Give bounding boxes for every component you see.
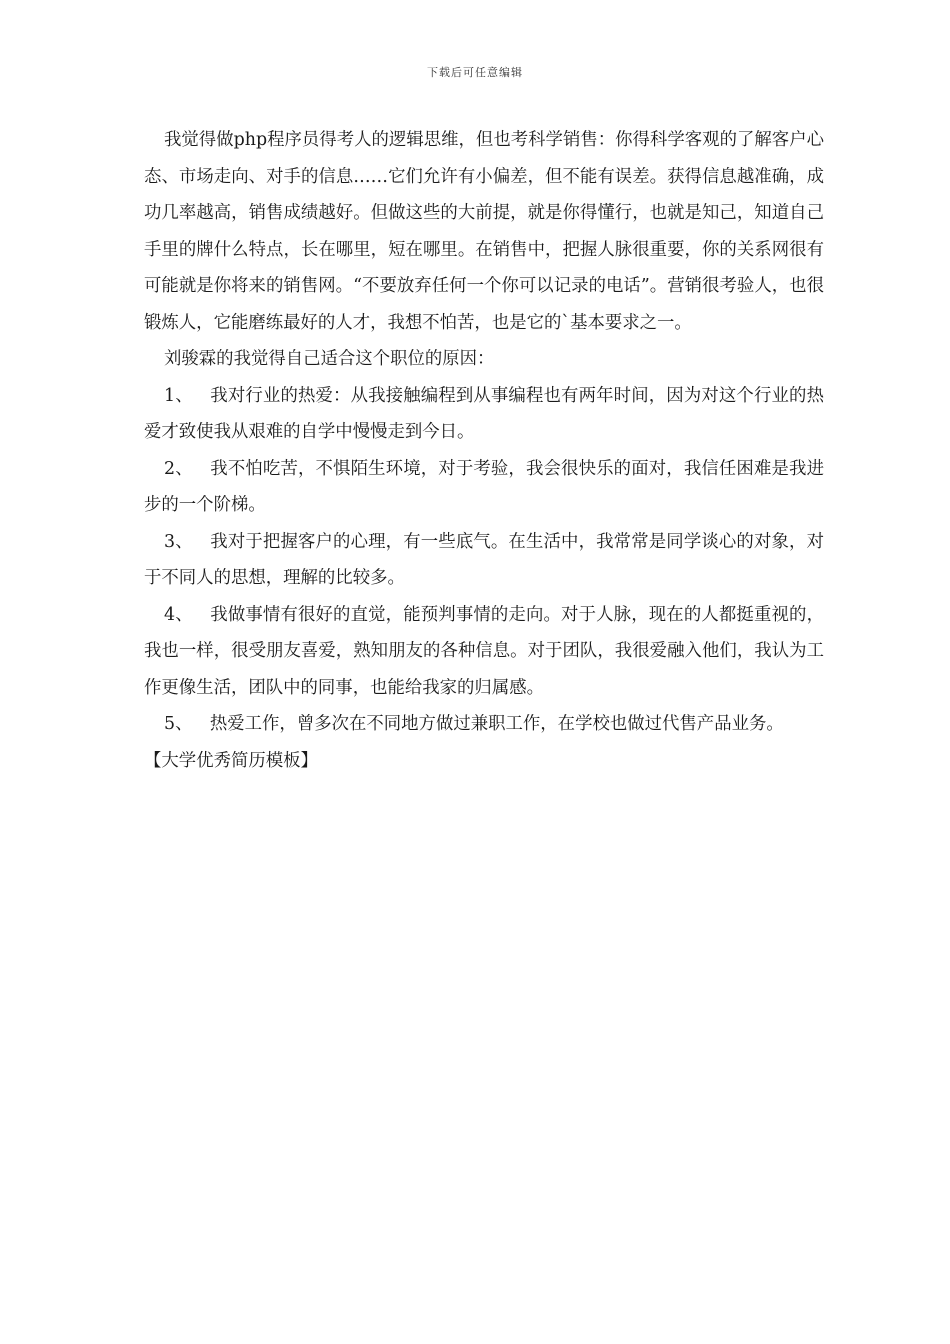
reason-number: 3、	[164, 531, 193, 552]
reason-item-5	[144, 706, 824, 743]
reason-item-4	[144, 597, 824, 707]
reason-text: 我对行业的热爱：从我接触编程到从事编程也有两年时间，因为对这个行业的热爱才致使我从艰难的自学中慢慢走到今日。	[144, 385, 824, 442]
reason-text: 我不怕吃苦，不惧陌生环境，对于考验，我会很快乐的面对，我信任困难是我进步的一个阶梯。	[144, 458, 824, 515]
intro-paragraph: 我觉得做php程序员得考人的逻辑思维，但也考科学销售：你得科学客观的了解客户心态、市场走向、对手的信息……它们允许有小偏差，但不能有误差。获得信息越准确，成功几率越高，销售成绩越好。但做这些的大前提，就是你得懂行，也就是知己，知道自己手里的牌什么特点，长在哪里，短在哪里。在销售中，把握人脉很重要，你的关系网很有可能就是你将来的销售网。“不要放弃任何一个你可以记录的电话”。营销很考验人，也很锻炼人，它能磨练最好的人才，我想不怕苦，也是它的`基本要求之一。	[144, 130, 824, 333]
reason-text: 热爱工作，曾多次在不同地方做过兼职工作，在学校也做过代售产品业务。	[209, 714, 784, 734]
document-body	[144, 122, 824, 779]
reasons-heading: 刘骏霖的我觉得自己适合这个职位的原因：	[164, 349, 495, 369]
reason-text: 我对于把握客户的心理，有一些底气。在生活中，我常常是同学谈心的对象，对于不同人的思想，理解的比较多。	[144, 531, 824, 588]
reason-number: 5、	[164, 714, 193, 734]
reason-item-3	[144, 524, 824, 597]
reason-number: 1、	[164, 385, 193, 406]
reason-number: 4、	[164, 604, 193, 625]
page-header: 下载后可任意编辑	[427, 66, 523, 79]
section-title: 【大学优秀简历模板】	[144, 750, 318, 771]
reason-number: 2、	[164, 458, 193, 479]
reason-item-2	[144, 451, 824, 524]
reason-item-1	[144, 378, 824, 451]
reason-text: 我做事情有很好的直觉，能预判事情的走向。对于人脉，现在的人都挺重视的，我也一样，很受朋友喜爱，熟知朋友的各种信息。对于团队，我很爱融入他们，我认为工作更像生活，团队中的同事，也能给我家的归属感。	[144, 604, 824, 698]
